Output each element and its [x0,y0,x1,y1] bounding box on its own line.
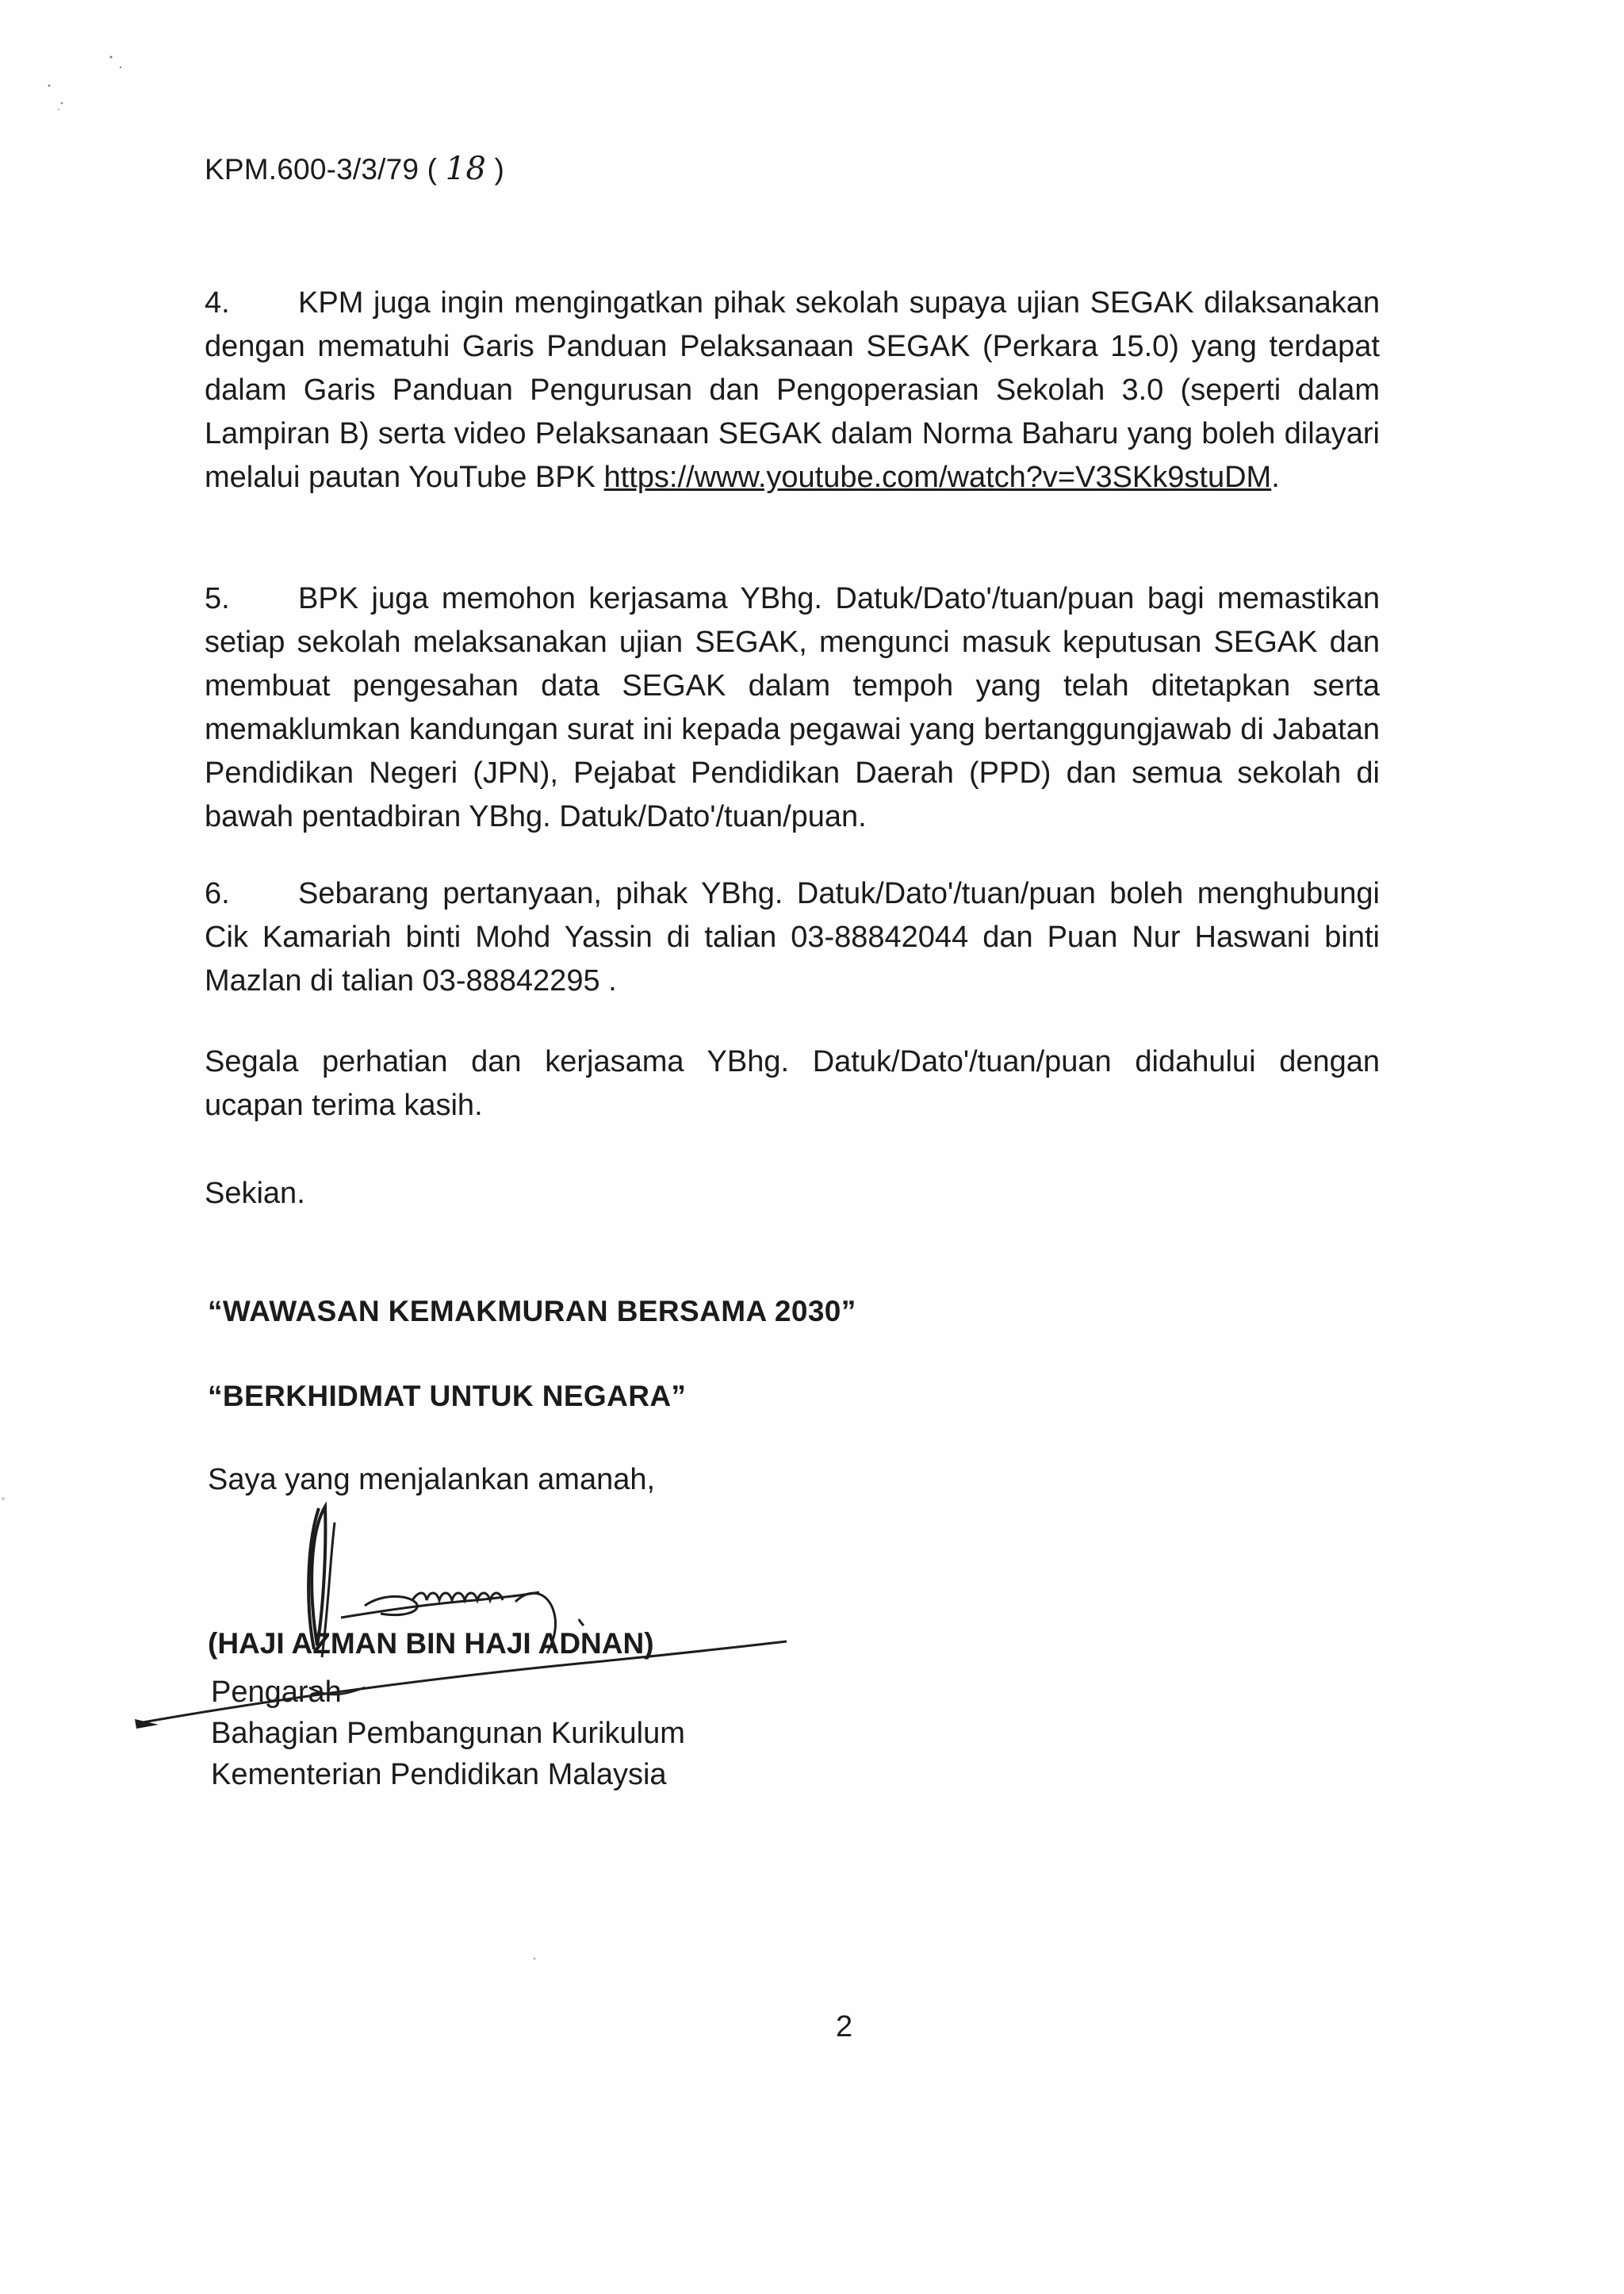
trust-line: Saya yang menjalankan amanah, [208,1463,656,1496]
paragraph-5 [205,577,1380,839]
paragraph-6 [205,872,1380,1003]
paragraph-text: BPK juga memohon kerjasama YBhg. Datuk/Dato'/tuan/puan bagi memastikan setiap sekolah melaksanakan ujian SEGAK, mengunci masuk keputusan SEGAK dan membuat pengesahan data SEGAK dalam tempoh yang telah ditetapkan serta memaklumkan kandungan surat ini kepada pegawai yang bertanggungjawab di Jabatan Pendidikan Negeri (JPN), Pejabat Pendidikan Daerah (PPD) dan semua sekolah di bawah pentadbiran YBhg. Datuk/Dato'/tuan/puan. [205,582,1380,833]
paragraph-number: 5. [205,582,230,615]
signatory-title: Pengarah [211,1676,342,1709]
reference-suffix: ) [494,153,504,186]
reference-prefix: KPM.600-3/3/79 ( [205,153,438,186]
paragraph-number: 6. [205,877,230,910]
reference-handwritten: 18 [445,151,486,187]
motto-wawasan: “WAWASAN KEMAKMURAN BERSAMA 2030” [208,1295,856,1327]
youtube-link[interactable]: https://www.youtube.com/watch?v=V3SKk9stuDM [603,461,1272,494]
paragraph-4 [205,281,1380,500]
paragraph-text: KPM juga ingin mengingatkan pihak sekolah supaya ujian SEGAK dilaksanakan dengan mematuhi Garis Panduan Pelaksanaan SEGAK (Perkara 15.0) yang terdapat dalam Garis Panduan Pengurusan dan Pengoperasian Sekolah 3.0 (seperti dalam Lampiran B) serta video Pelaksanaan SEGAK dalam Norma Baharu yang boleh dilayari melalui pautan YouTube BPK [205,286,1380,494]
paragraph-text: Sebarang pertanyaan, pihak YBhg. Datuk/Dato'/tuan/puan boleh menghubungi Cik Kamariah binti Mohd Yassin di talian 03-88842044 dan Puan Nur Haswani binti Mazlan di talian 03-88842295 . [205,877,1380,998]
signatory-division: Bahagian Pembangunan Kurikulum [211,1717,685,1750]
reference-number [205,151,504,187]
signatory-ministry: Kementerian Pendidikan Malaysia [211,1758,667,1791]
thanks-paragraph: Segala perhatian dan kerjasama YBhg. Datuk/Dato'/tuan/puan didahului dengan ucapan terima kasih. [205,1045,1380,1122]
motto-berkhidmat: “BERKHIDMAT UNTUK NEGARA” [208,1380,687,1412]
page-number: 2 [836,2010,853,2043]
sekian: Sekian. [205,1177,305,1210]
signatory-name: (HAJI AZMAN BIN HAJI ADNAN) [208,1627,654,1660]
paragraph-end: . [1271,461,1280,494]
paragraph-number: 4. [205,286,230,320]
